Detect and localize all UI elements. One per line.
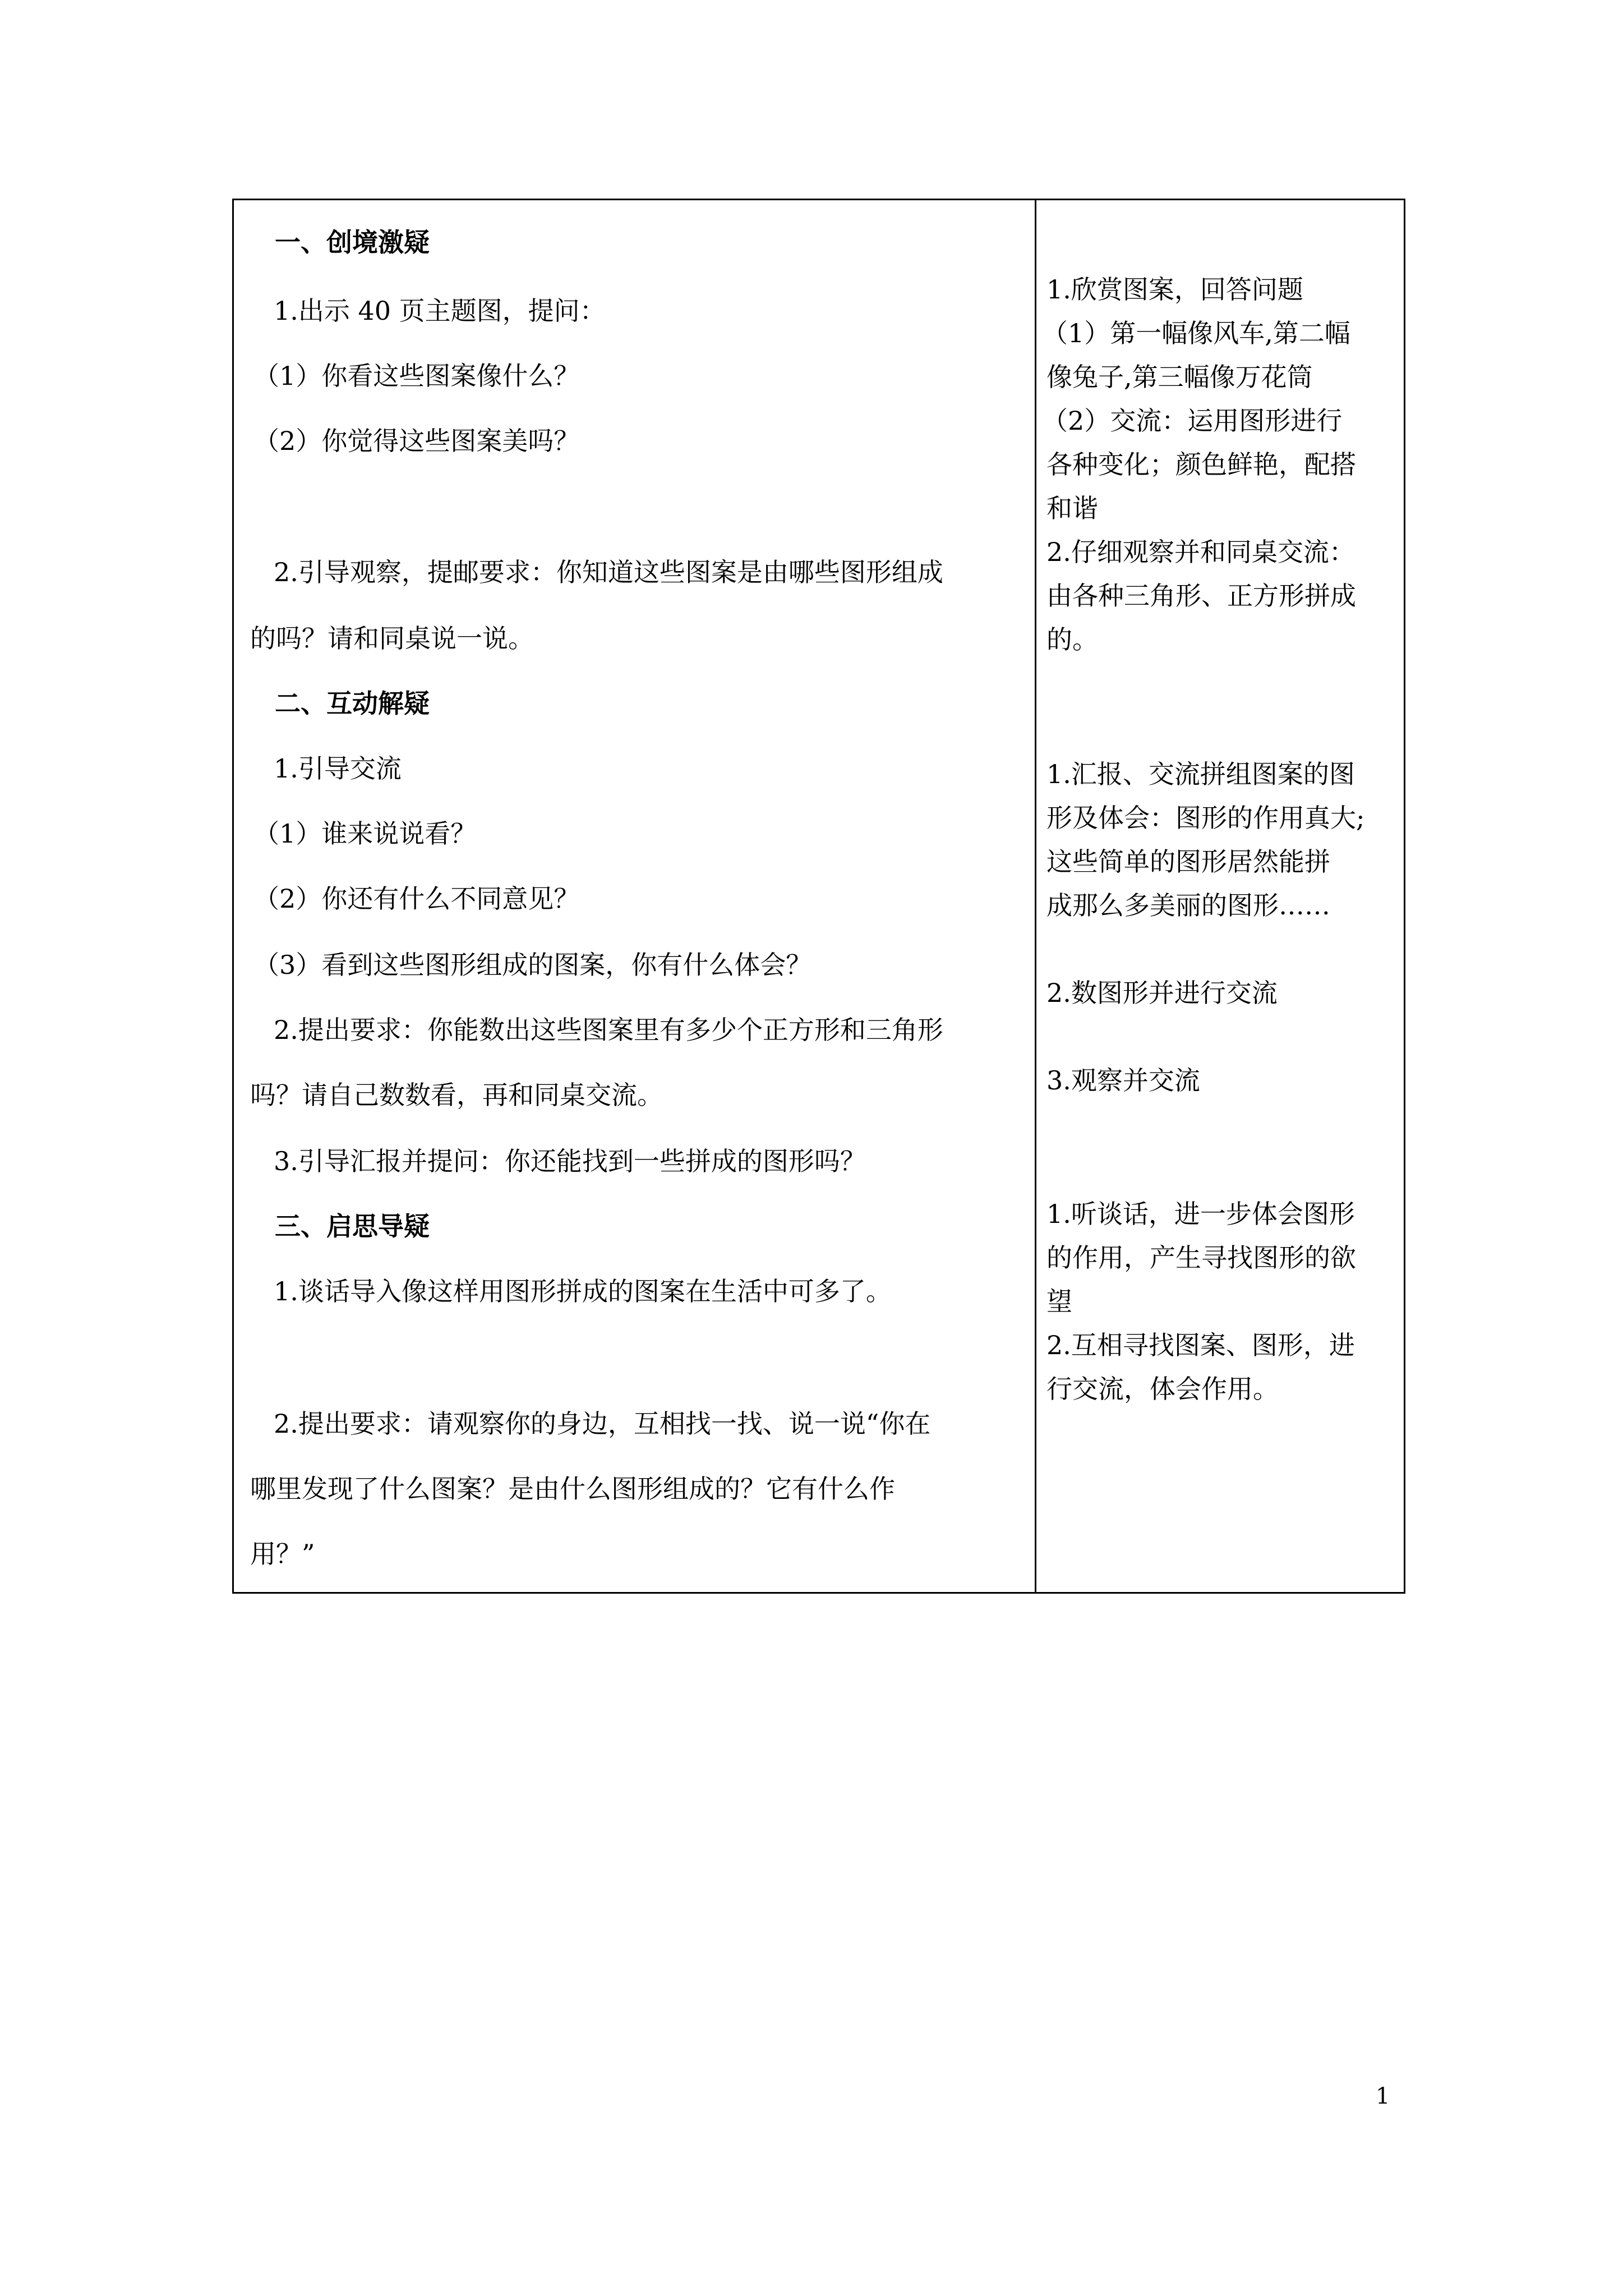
teacher-step: 1.出示 40 页主题图，提问：	[274, 296, 606, 326]
student-activity: 像兔子,第三幅像万花筒	[1046, 362, 1313, 392]
teacher-question: （2）你觉得这些图案美吗？	[253, 426, 580, 456]
section-heading-2: 二、互动解疑	[275, 688, 430, 719]
teacher-step-continued: 哪里发现了什么图案？是由什么图形组成的？它有什么作	[250, 1474, 895, 1504]
student-activity: （1）第一幅像风车,第二幅	[1042, 318, 1350, 348]
column-divider	[1035, 200, 1036, 1592]
teacher-step-continued: 的吗？请和同桌说一说。	[250, 623, 534, 654]
student-activity: 和谐	[1046, 493, 1098, 523]
student-activity: （2）交流：运用图形进行	[1042, 406, 1343, 436]
teacher-question: （2）你还有什么不同意见？	[253, 884, 580, 914]
teacher-step: 2.引导观察，提邮要求：你知道这些图案是由哪些图形组成	[274, 557, 943, 587]
student-activity: 1.欣赏图案，回答问题	[1046, 274, 1303, 305]
student-activity: 成那么多美丽的图形……	[1046, 890, 1330, 921]
teacher-question: （1）你看这些图案像什么？	[253, 361, 580, 391]
student-activity: 的作用，产生寻找图形的欲	[1046, 1243, 1356, 1273]
teacher-step: 1.谈话导入像这样用图形拼成的图案在生活中可多了。	[274, 1276, 892, 1306]
section-heading-3: 三、启思导疑	[275, 1211, 430, 1241]
student-activity: 1.听谈话，进一步体会图形	[1046, 1199, 1355, 1229]
student-activity: 行交流，体会作用。	[1046, 1374, 1279, 1404]
teacher-step-continued: 用？”	[250, 1539, 315, 1569]
student-activity: 2.仔细观察并和同桌交流：	[1046, 537, 1355, 567]
teacher-step: 2.提出要求：请观察你的身边，互相找一找、说一说“你在	[274, 1409, 931, 1439]
student-activity: 的。	[1046, 624, 1098, 655]
teacher-step: 1.引导交流	[274, 753, 402, 784]
student-activity: 由各种三角形、正方形拼成	[1046, 581, 1356, 611]
student-activity: 2.数图形并进行交流	[1046, 978, 1278, 1008]
teacher-step: 2.提出要求：你能数出这些图案里有多少个正方形和三角形	[274, 1015, 943, 1045]
student-activity: 3.观察并交流	[1046, 1065, 1200, 1096]
teacher-question: （3）看到这些图形组成的图案，你有什么体会？	[253, 950, 812, 980]
teacher-question: （1）谁来说说看？	[253, 818, 477, 849]
page-number: 1	[1376, 2083, 1390, 2109]
teacher-step-continued: 吗？请自己数数看，再和同桌交流。	[250, 1080, 663, 1110]
student-activity: 各种变化；颜色鲜艳，配搭	[1046, 449, 1356, 480]
teacher-step: 3.引导汇报并提问：你还能找到一些拼成的图形吗？	[274, 1146, 866, 1176]
section-heading-1: 一、创境激疑	[275, 227, 430, 257]
student-activity: 望	[1046, 1286, 1072, 1317]
student-activity: 形及体会：图形的作用真大;	[1046, 803, 1365, 833]
student-activity: 这些简单的图形居然能拼	[1046, 846, 1330, 877]
student-activity: 2.互相寻找图案、图形，进	[1046, 1330, 1355, 1360]
student-activity: 1.汇报、交流拼组图案的图	[1046, 759, 1355, 789]
